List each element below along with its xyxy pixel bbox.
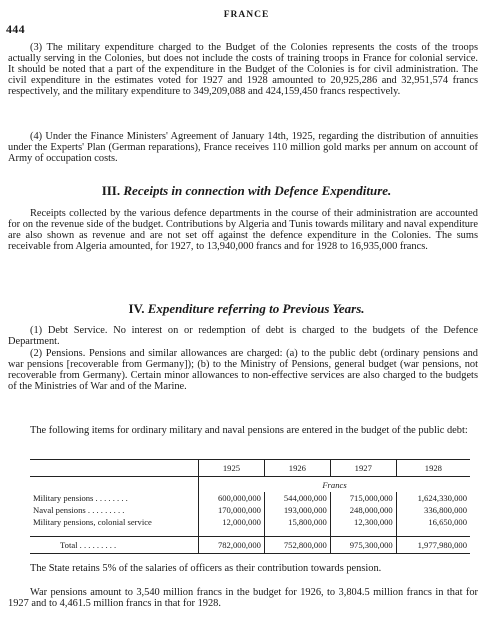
table-cell: 16,650,000 xyxy=(396,516,470,528)
total-cell: 782,000,000 xyxy=(199,536,265,553)
paragraph-pension-items-intro: The following items for ordinary military and naval pensions are entered in the budget of the public debt: xyxy=(30,425,468,436)
table-cell: 336,800,000 xyxy=(396,504,470,516)
table-spacer-row xyxy=(30,528,470,536)
section-heading-receipts xyxy=(0,183,493,199)
table-unit-label: Francs xyxy=(199,477,471,493)
table-unit-row xyxy=(30,477,470,493)
paragraph-receipts: Receipts collected by the various defence departments in the course of their administration are accounted for on the revenue side of the budget. Contributions by Algeria and Tunis towards military and naval expenditure are also shown as revenue and are not set off against the defence expenditure in the Colonies. The sums receivable from Algeria amounted, for 1927, to 13,940,000 francs and for 1928 to 16,935,000 francs. xyxy=(8,208,478,253)
section-number: IV. xyxy=(128,301,145,316)
total-label: Total . . . . . . . . . xyxy=(30,536,199,553)
row-label: Military pensions, colonial service xyxy=(33,517,152,527)
paragraph-debt-service: (1) Debt Service. No interest on or redemption of debt is charged to the budgets of the Defence Department. xyxy=(8,325,478,348)
row-label: Naval pensions . . . . . . . . . xyxy=(33,505,125,515)
table-cell-blank xyxy=(330,528,396,536)
table-cell: 193,000,000 xyxy=(264,504,330,516)
table-header-year: 1926 xyxy=(264,460,330,477)
table-cell-blank xyxy=(30,528,199,536)
table-header-blank xyxy=(30,460,199,477)
paragraph-war-pensions: War pensions amount to 3,540 million francs in the budget for 1926, to 3,804.5 million francs in that for 1927 and to 4,461.5 million francs in that for 1928. xyxy=(8,587,478,610)
running-title: FRANCE xyxy=(223,10,270,20)
table-cell: 544,000,000 xyxy=(264,492,330,504)
total-cell: 975,300,000 xyxy=(330,536,396,553)
table-total-row xyxy=(30,536,470,553)
table-header-row xyxy=(30,460,470,477)
table-cell: 248,000,000 xyxy=(330,504,396,516)
page-number: 444 xyxy=(6,22,25,36)
section-number: III. xyxy=(101,183,121,198)
table-cell: 12,000,000 xyxy=(199,516,265,528)
paragraph-colonies-budget: (3) The military expenditure charged to the Budget of the Colonies represents the costs of the troops actually serving in the Colonies, but does not include the costs of training troops in France for colonial service. It should be noted that a part of the expenditure in the Budget of the Colonies is for civil administration. The civil expenditure in the estimates voted for 1927 and 1928 amounted to 20,925,286 and 32,951,574 francs respectively, and the military expenditure to 349,209,088 and 424,159,450 francs respectively. xyxy=(8,42,478,98)
table-cell-blank xyxy=(30,477,199,493)
paragraph-state-retention: The State retains 5% of the salaries of officers as their contribution towards pension. xyxy=(30,563,382,574)
table-cell: 715,000,000 xyxy=(330,492,396,504)
pension-table xyxy=(30,459,470,554)
table-cell-blank xyxy=(396,528,470,536)
paragraph-pensions: (2) Pensions. Pensions and similar allowances are charged: (a) to the public debt (ordinary pensions and war pensions [recoverable from Germany]); (b) to the Ministry of Pensions, general budget (war pensions, not recoverable from Germany). Certain minor allowances to non-effective services are also charged to the budgets of the Ministries of War and of the Marine. xyxy=(8,348,478,393)
table-cell-blank xyxy=(199,528,265,536)
table-cell: 170,000,000 xyxy=(199,504,265,516)
table-header-year: 1928 xyxy=(396,460,470,477)
row-label: Military pensions . . . . . . . . xyxy=(33,493,128,503)
total-cell: 752,800,000 xyxy=(264,536,330,553)
total-cell: 1,977,980,000 xyxy=(396,536,470,553)
table-row xyxy=(30,504,470,516)
table-header-year: 1927 xyxy=(330,460,396,477)
table-row xyxy=(30,492,470,504)
section-heading-previous-years xyxy=(0,301,493,317)
table-header-year: 1925 xyxy=(199,460,265,477)
paragraph-finance-agreement: (4) Under the Finance Ministers' Agreement of January 14th, 1925, regarding the distribution of annuities under the Experts' Plan (German reparations), France receives 110 million gold marks per annum on account of Army of occupation costs. xyxy=(8,131,478,165)
table-cell: 12,300,000 xyxy=(330,516,396,528)
section-title: Receipts in connection with Defence Expenditure. xyxy=(123,183,392,198)
table-cell: 15,800,000 xyxy=(264,516,330,528)
table-cell: 600,000,000 xyxy=(199,492,265,504)
table-cell-blank xyxy=(264,528,330,536)
section-title: Expenditure referring to Previous Years. xyxy=(147,301,365,316)
table-cell: 1,624,330,000 xyxy=(396,492,470,504)
table-row xyxy=(30,516,470,528)
